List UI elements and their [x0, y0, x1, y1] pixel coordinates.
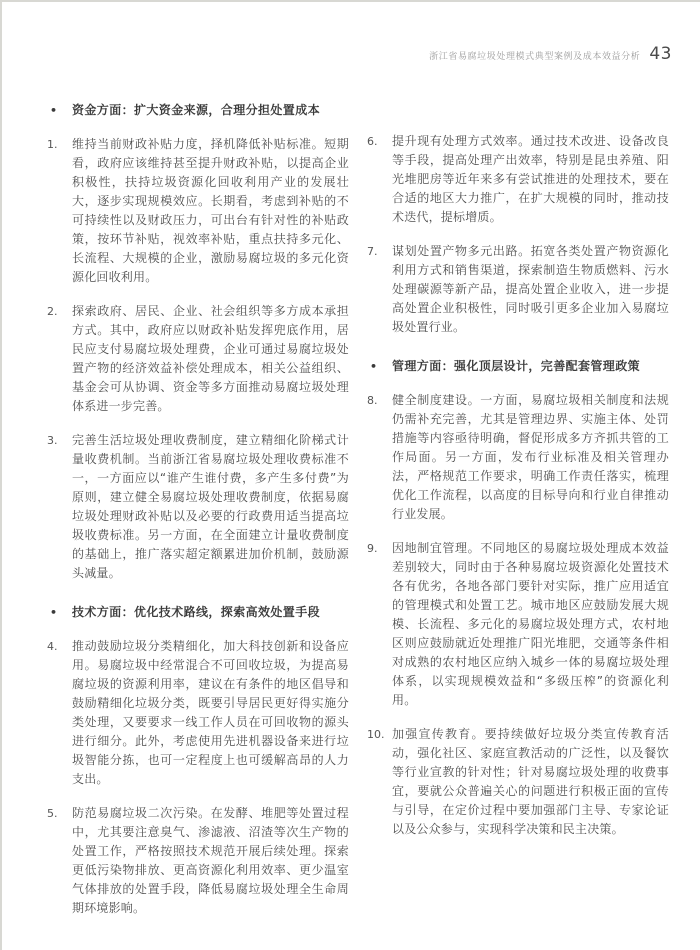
item-number: 5.	[47, 807, 58, 820]
list-item-8	[367, 391, 669, 524]
left-column	[47, 101, 349, 933]
section-heading-text: 技术方面：优化技术路线，探索高效处置手段	[72, 605, 321, 619]
item-number: 1.	[47, 138, 58, 151]
item-number: 8.	[367, 394, 378, 407]
list-item-9	[367, 539, 669, 710]
item-number: 4.	[47, 640, 58, 653]
item-number: 6.	[367, 135, 378, 148]
item-text: 提升现有处理方式效率。通过技术改进、设备改良等手段，提高处理产出效率，特别是昆虫养殖、阳光堆肥房等近年来多有尝试推进的处理技术，要在合适的地区大力推广，在扩大规模的同时，推动技术迭代，提标增质。	[392, 134, 669, 224]
list-item-4	[47, 637, 349, 789]
page-top-edge-line	[0, 0, 700, 2]
list-item-5	[47, 804, 349, 918]
item-text: 探索政府、居民、企业、社会组织等多方成本承担方式。其中，政府应以财政补贴发挥兜底作用，居民应支付易腐垃圾处理费，企业可通过易腐垃圾处置产物的经济效益补偿处理成本，相关公益组织、基金会可从协调、资金等多方面推动易腐垃圾处理体系进一步完善。	[72, 304, 349, 413]
item-text: 防范易腐垃圾二次污染。在发酵、堆肥等处置过程中，尤其要注意臭气、渗滤液、沼渣等次生产物的处置工作，严格按照技术规范开展后续处理。探索更低污染物排放、更高资源化利用效率、更少温室气体排放的处置手段，降低易腐垃圾处理全生命周期环境影响。	[72, 806, 349, 915]
bullet-icon: •	[370, 360, 378, 373]
list-item-6	[367, 132, 669, 227]
section-heading-funding	[47, 101, 349, 120]
bullet-icon: •	[50, 104, 58, 117]
page-left-edge-line	[0, 0, 2, 950]
item-text: 谋划处置产物多元出路。拓宽各类处置产物资源化利用方式和销售渠道，探索制造生物质燃料、污水处理碳源等新产品，提高处置企业收入，进一步提高处置企业积极性，同时吸引更多企业加入易腐垃圾处置行业。	[392, 244, 669, 334]
bullet-icon: •	[50, 606, 58, 619]
section-heading-text: 管理方面：强化顶层设计，完善配套管理政策	[392, 359, 641, 373]
item-text: 健全制度建设。一方面，易腐垃圾相关制度和法规仍需补充完善，尤其是管理边界、实施主体、处罚措施等内容亟待明确，督促形成多方齐抓共管的工作局面。另一方面，发布行业标准及相关管理办法，严格规范工作要求，明确工作责任落实，梳理优化工作流程，以高度的目标导向和行业自律推动行业发展。	[392, 393, 669, 521]
section-heading-management	[367, 357, 669, 376]
item-text: 推动鼓励垃圾分类精细化，加大科技创新和设备应用。易腐垃圾中经常混合不可回收垃圾，为提高易腐垃圾的资源利用率，建议在有条件的地区倡导和鼓励精细化垃圾分类，既要引导居民更好得实施分类处理，又要要求一线工作人员在可回收物的源头进行细分。此外，考虑使用先进机器设备来进行垃圾智能分拣，也可一定程度上也可缓解高昂的人力支出。	[72, 639, 349, 786]
running-header	[429, 44, 672, 64]
item-text: 完善生活垃圾处理收费制度，建立精细化阶梯式计量收费机制。当前浙江省易腐垃圾处理收费标准不一，一方面应以“谁产生谁付费，多产生多付费”为原则，建立健全易腐垃圾处理收费制度，依据易腐垃圾处理财政补贴以及必要的行政费用适当提高垃圾收费标准。另一方面，在全面建立计量收费制度的基础上，推广落实超定额累进加价机制，鼓励源头减量。	[72, 433, 349, 580]
item-number: 7.	[367, 245, 378, 258]
item-number: 9.	[367, 542, 378, 555]
item-text: 加强宣传教育。要持续做好垃圾分类宣传教育活动，强化社区、家庭宣教活动的广泛性，以及餐饮等行业宣教的针对性；针对易腐垃圾处理的收费事宜，要就公众普遍关心的问题进行积极正面的宣传与引导，在定价过程中要加强部门主导、专家论证以及公众参与，实现科学决策和民主决策。	[392, 727, 669, 836]
list-item-3	[47, 431, 349, 583]
item-number: 3.	[47, 434, 58, 447]
running-header-title: 浙江省易腐垃圾处理模式典型案例及成本效益分析	[429, 52, 641, 62]
right-column	[367, 101, 669, 933]
list-item-10	[367, 725, 669, 839]
item-text: 维持当前财政补贴力度，择机降低补贴标准。短期看，政府应该维持甚至提升财政补贴，以提高企业积极性，扶持垃圾资源化回收利用产业的发展壮大，逐步实现规模效应。长期看，考虑到补贴的不可持续性以及财政压力，可出台有针对性的补贴政策，按环节补贴，视效率补贴，重点扶持多元化、长流程、大规模的企业，激励易腐垃圾的多元化资源化回收利用。	[72, 137, 349, 284]
list-item-7	[367, 242, 669, 337]
item-text: 因地制宜管理。不同地区的易腐垃圾处理成本效益差别较大，同时由于各种易腐垃圾资源化处置技术各有优劣，各地各部门要针对实际，推广应用适宜的管理模式和处置工艺。城市地区应鼓励发展大规模、长流程、多元化的易腐垃圾处理方式，农村地区则应鼓励就近处理推广阳光堆肥，交通等条件相对成熟的农村地区应纳入城乡一体的易腐垃圾处理体系，以实现规模效益和“多级压榨”的资源化利用。	[392, 541, 669, 707]
item-number: 10.	[367, 728, 385, 741]
list-item-2	[47, 302, 349, 416]
page-number: 43	[649, 44, 672, 64]
page-content	[47, 101, 669, 933]
item-number: 2.	[47, 305, 58, 318]
section-heading-technology	[47, 603, 349, 622]
list-item-1	[47, 135, 349, 287]
section-heading-text: 资金方面：扩大资金来源，合理分担处置成本	[72, 103, 321, 117]
